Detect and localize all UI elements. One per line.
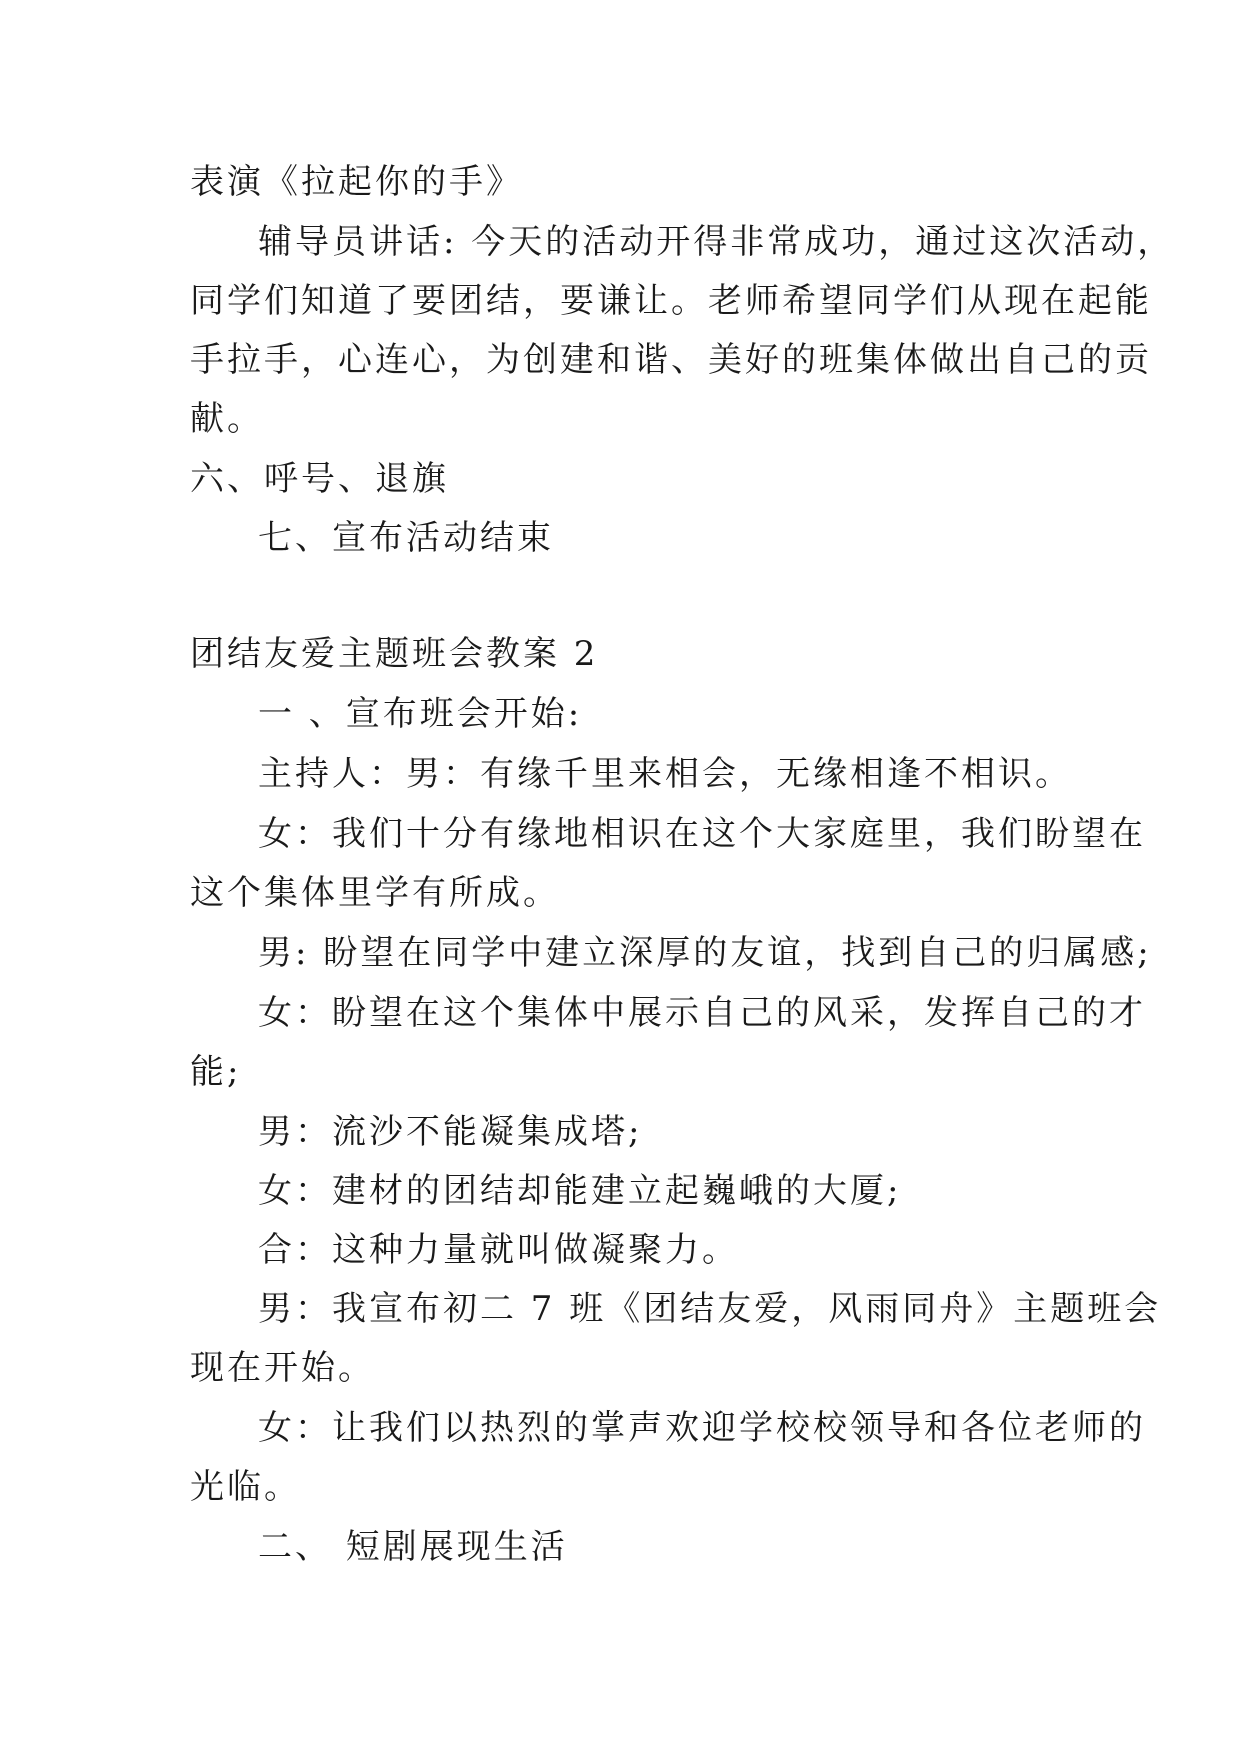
text-line-female-1: 女：我们十分有缘地相识在这个大家庭里，我们盼望在	[258, 814, 1146, 854]
text-line-section-six: 六、呼号、退旗	[190, 459, 449, 499]
text-line-male-3: 男：流沙不能凝集成塔;	[258, 1112, 643, 1152]
text-line-female-welcome: 女：让我们以热烈的掌声欢迎学校校领导和各位老师的	[258, 1408, 1146, 1448]
document-heading: 团结友爱主题班会教案 2	[190, 634, 599, 674]
text-line-section-one: 一 、宣布班会开始:	[258, 694, 583, 734]
text-line-female-1b: 这个集体里学有所成。	[190, 873, 560, 913]
text-line-female-3: 女：建材的团结却能建立起巍峨的大厦;	[258, 1171, 902, 1211]
text-line-section-seven: 七、宣布活动结束	[258, 518, 554, 558]
text-line-together: 合：这种力量就叫做凝聚力。	[258, 1230, 739, 1270]
text-line-female-2: 女：盼望在这个集体中展示自己的风采，发挥自己的才	[258, 993, 1146, 1033]
text-line-counselor-speech: 辅导员讲话: 今天的活动开得非常成功，通过这次活动，	[258, 222, 1175, 262]
text-line-male-2: 男: 盼望在同学中建立深厚的友谊，找到自己的归属感;	[258, 933, 1152, 973]
text-line-male-announce-2: 现在开始。	[190, 1348, 375, 1388]
text-line-performance: 表演《拉起你的手》	[190, 162, 523, 202]
text-line-female-welcome-2: 光临。	[190, 1467, 301, 1507]
text-line-host-intro: 主持人：男：有缘千里来相会，无缘相逢不相识。	[258, 754, 1072, 794]
text-line-counselor-speech-3: 手拉手，心连心，为创建和谐、美好的班集体做出自己的贡	[190, 340, 1152, 380]
text-line-male-announce: 男：我宣布初二 7 班《团结友爱，风雨同舟》主题班会	[258, 1289, 1162, 1329]
text-line-section-two: 二、 短剧展现生活	[258, 1527, 568, 1567]
text-line-female-2b: 能;	[190, 1052, 242, 1092]
text-line-counselor-speech-4: 献。	[190, 399, 264, 439]
text-line-counselor-speech-2: 同学们知道了要团结，要谦让。老师希望同学们从现在起能	[190, 281, 1152, 321]
